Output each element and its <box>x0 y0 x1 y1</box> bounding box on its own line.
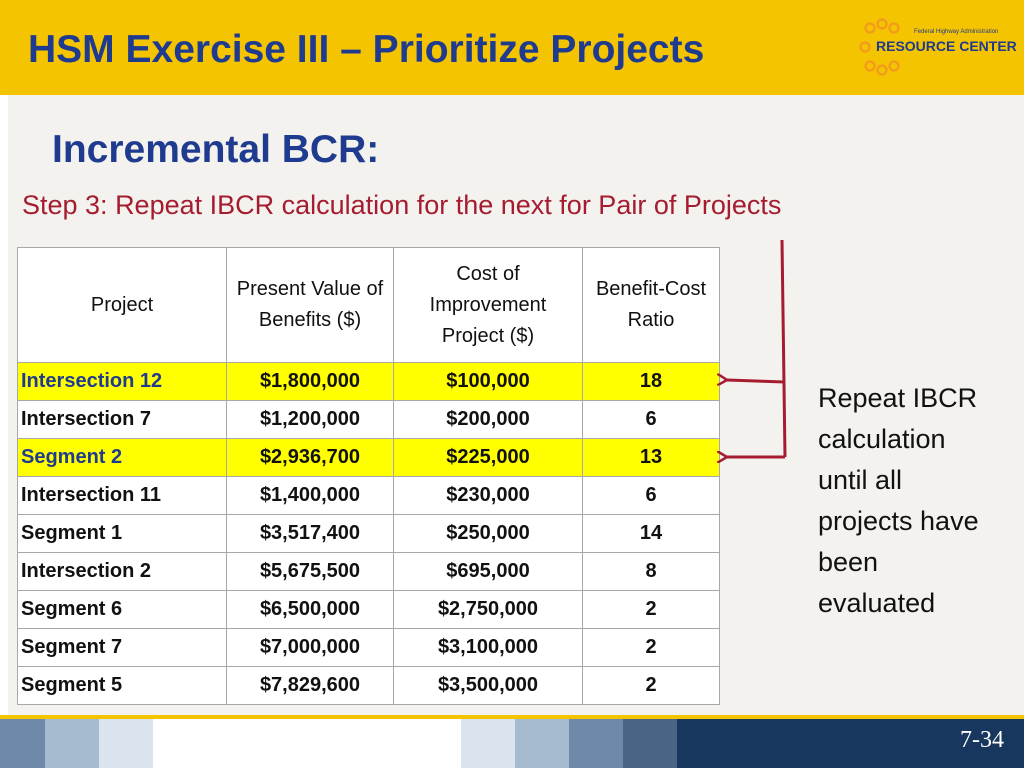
arrow-to-intersection-12 <box>727 380 785 382</box>
cell-bcr: 18 <box>583 363 720 401</box>
cell-benefits: $7,829,600 <box>227 667 394 705</box>
resource-center-logo <box>856 18 1016 76</box>
cell-project: Intersection 11 <box>18 477 227 515</box>
step-text: Step 3: Repeat IBCR calculation for the next for Pair of Projects <box>22 190 782 220</box>
cell-cost: $2,750,000 <box>394 591 583 629</box>
cell-bcr: 13 <box>583 439 720 477</box>
cell-project: Segment 5 <box>18 667 227 705</box>
footer-block <box>45 719 99 768</box>
page-number: 7-34 <box>960 727 1004 753</box>
footer-block <box>569 719 623 768</box>
header-cost: Cost of Improvement Project ($) <box>394 248 583 363</box>
cell-benefits: $1,200,000 <box>227 401 394 439</box>
cell-project: Segment 6 <box>18 591 227 629</box>
cell-bcr: 2 <box>583 667 720 705</box>
cell-cost: $3,500,000 <box>394 667 583 705</box>
cell-cost: $100,000 <box>394 363 583 401</box>
cell-benefits: $6,500,000 <box>227 591 394 629</box>
cell-cost: $225,000 <box>394 439 583 477</box>
cell-bcr: 6 <box>583 401 720 439</box>
cell-benefits: $7,000,000 <box>227 629 394 667</box>
header-bar <box>0 0 1024 95</box>
header-benefits: Present Value of Benefits ($) <box>227 248 394 363</box>
header-bcr: Benefit-Cost Ratio <box>583 248 720 363</box>
table-row <box>18 667 720 705</box>
cell-cost: $695,000 <box>394 553 583 591</box>
table-row <box>18 591 720 629</box>
cell-cost: $3,100,000 <box>394 629 583 667</box>
footer-block <box>99 719 153 768</box>
logo-agency-text: Federal Highway Administration <box>914 29 999 35</box>
cell-bcr: 2 <box>583 591 720 629</box>
footer-block <box>461 719 515 768</box>
slide-subtitle: Incremental BCR: <box>52 128 380 171</box>
footer-block <box>153 719 461 768</box>
bracket-line <box>782 240 785 457</box>
cell-benefits: $3,517,400 <box>227 515 394 553</box>
table-row <box>18 629 720 667</box>
cell-bcr: 2 <box>583 629 720 667</box>
cell-project: Segment 1 <box>18 515 227 553</box>
cell-bcr: 6 <box>583 477 720 515</box>
cell-benefits: $5,675,500 <box>227 553 394 591</box>
table-row <box>18 439 720 477</box>
table-row <box>18 401 720 439</box>
footer-block <box>515 719 569 768</box>
footer-block <box>623 719 677 768</box>
table-row <box>18 515 720 553</box>
cell-project: Intersection 12 <box>18 363 227 401</box>
footer-bar <box>0 715 1024 768</box>
cell-bcr: 8 <box>583 553 720 591</box>
projects-table <box>17 247 720 705</box>
logo-name-text: RESOURCE CENTER <box>876 38 1017 54</box>
footer-block <box>0 719 45 768</box>
bracket-arrows <box>715 235 795 465</box>
cell-benefits: $2,936,700 <box>227 439 394 477</box>
cell-project: Segment 7 <box>18 629 227 667</box>
header-project: Project <box>18 248 227 363</box>
table-row <box>18 477 720 515</box>
cell-benefits: $1,800,000 <box>227 363 394 401</box>
left-border <box>0 95 8 717</box>
table-header-row <box>18 248 720 363</box>
cell-cost: $250,000 <box>394 515 583 553</box>
cell-cost: $230,000 <box>394 477 583 515</box>
cell-bcr: 14 <box>583 515 720 553</box>
cell-project: Intersection 7 <box>18 401 227 439</box>
cell-project: Intersection 2 <box>18 553 227 591</box>
repeat-note: Repeat IBCR calculation until all projects have been evaluated <box>818 383 979 618</box>
table-row <box>18 553 720 591</box>
cell-project: Segment 2 <box>18 439 227 477</box>
cell-cost: $200,000 <box>394 401 583 439</box>
cell-benefits: $1,400,000 <box>227 477 394 515</box>
table-row <box>18 363 720 401</box>
slide-title: HSM Exercise III – Prioritize Projects <box>28 28 705 71</box>
